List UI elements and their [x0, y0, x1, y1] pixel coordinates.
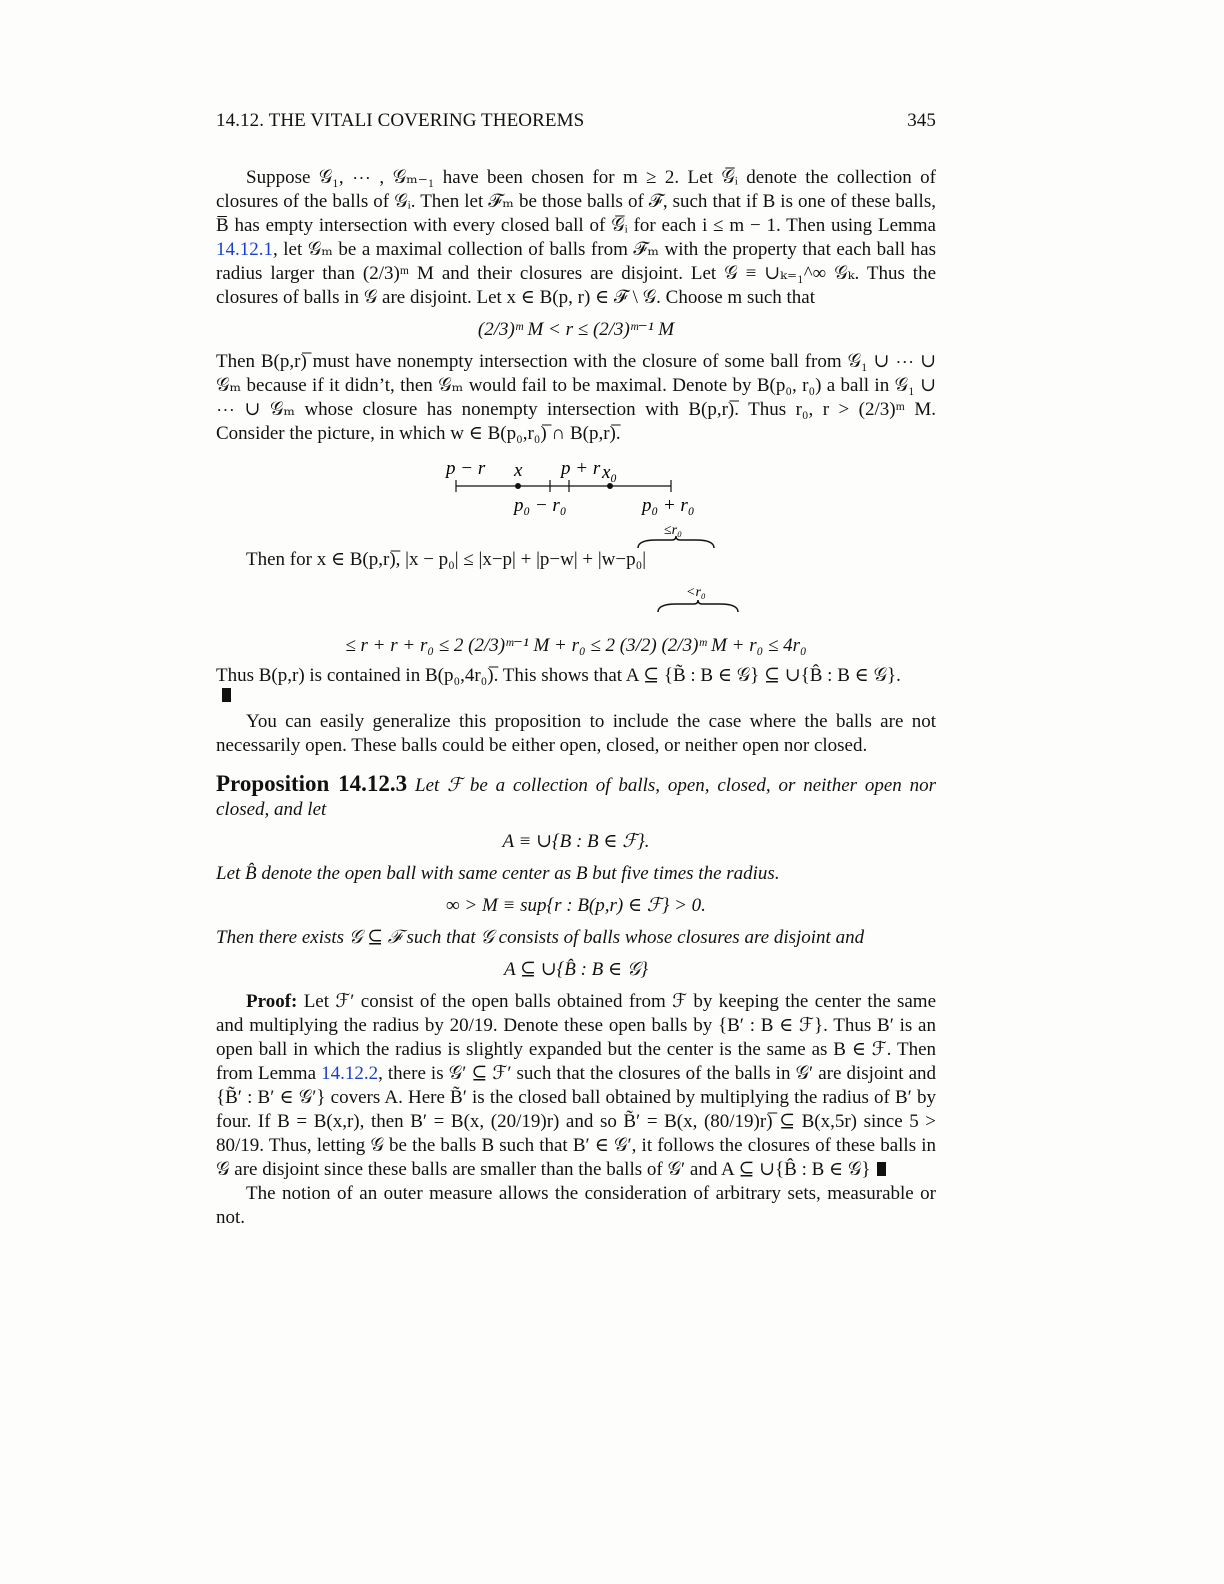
- label-x0: x₀: [602, 462, 618, 483]
- paragraph-1: Suppose 𝒢₁, ⋯ , 𝒢ₘ₋₁ have been chosen for m ≥ 2. Let 𝒢̅ᵢ denote the collection of closures of the balls of 𝒢ᵢ. Then let ℱₘ be those balls of ℱ, such that if B is one of these balls, B̅ has empty intersection with every closed ball of 𝒢̅ᵢ for each i ≤ m − 1. Then using Lemma 14.12.1, let 𝒢ₘ be a maximal collection of balls from ℱₘ with the property that each ball has radius larger than (2/3)ᵐ M and their closures are disjoint. Let 𝒢 ≡ ∪ₖ₌₁^∞ 𝒢ₖ. Thus the closures of balls in 𝒢 are disjoint. Let x ∈ B(p, r) ∈ ℱ \ 𝒢. Choose m such that: [216, 167, 936, 308]
- paragraph-3: Thus B(p,r) is contained in B(p₀,4r₀)̅. This shows that A ⊆ {B̃ : B ∈ 𝒢} ⊆ ∪{B̂ : B ∈ 𝒢}.: [216, 665, 901, 686]
- proposition-text-1: Let ℱ be a collection of balls, open, closed, or neither open nor closed, and let: [216, 775, 937, 820]
- brace-1: [636, 522, 716, 550]
- label-p0-plus-r0: p₀ + r₀: [642, 495, 695, 516]
- page: [216, 110, 936, 1230]
- inequality-line: ≤ r + r + r₀ ≤ 2 (2/3)ᵐ⁻¹ M + r₀ ≤ 2 (3/2) (2/3)ᵐ M + r₀ ≤ 4r₀: [345, 635, 807, 656]
- brace-2-label: <r₀: [686, 585, 706, 600]
- inequality-block: [216, 584, 936, 664]
- proof-label: Proof:: [246, 991, 298, 1012]
- running-header: [216, 110, 936, 132]
- label-p-plus-r: p + r: [561, 458, 601, 479]
- equation-1: (2/3)ᵐ M < r ≤ (2/3)ᵐ⁻¹ M: [477, 319, 675, 340]
- lemma-link-14-12-2[interactable]: 14.12.2: [321, 1063, 379, 1084]
- qed-row-1: [216, 688, 936, 710]
- brace-2: [656, 584, 740, 614]
- section-title: 14.12. THE VITALI COVERING THEOREMS: [216, 110, 585, 131]
- paragraph-2: Then B(p,r)̅ must have nonempty intersection with the closure of some ball from 𝒢₁ ∪ ⋯ ∪ 𝒢ₘ because if it didn’t, then 𝒢ₘ would fail to be maximal. Denote by B(p₀, r₀) a ball in 𝒢₁ ∪ ⋯ ∪ 𝒢ₘ whose closure has nonempty intersection with B(p,r)̅. Thus r₀, r > (2/3)ᵐ M. Consider the picture, in which w ∈ B(p₀,r₀)̅ ∩ B(p,r)̅.: [216, 351, 936, 444]
- proposition: [216, 772, 936, 822]
- proposition-equation-3: A ⊆ ∪{B̂ : B ∈ 𝒢}: [504, 959, 648, 980]
- lemma-link-14-12-1[interactable]: 14.12.1: [216, 239, 273, 260]
- qed-symbol-1: [222, 688, 231, 702]
- label-x: x: [514, 460, 523, 481]
- proposition-equation-2: ∞ > M ≡ sup{r : B(p,r) ∈ ℱ} > 0.: [446, 895, 706, 916]
- proof-paragraph: Proof: Let ℱ′ consist of the open balls obtained from ℱ by keeping the center the same and multiplying the radius by 20/19. Denote these open balls by {B′ : B ∈ ℱ}. Thus B′ is an open ball in which the radius is slightly expanded but the center is the same as B ∈ ℱ. Then from Lemma 14.12.2, there is 𝒢′ ⊆ ℱ′ such that the closures of the balls in 𝒢′ are disjoint and {B̃′ : B′ ∈ 𝒢′} covers A. Here B̃′ is the closed ball obtained by multiplying the radius of B′ by four. If B = B(x,r), then B′ = B(x, (20/19)r) and so B̃′ = B(x, (80/19)r)̅ ⊆ B(x,5r) since 5 > 80/19. Thus, letting 𝒢 be the balls B such that B′ ∈ 𝒢′, it follows the closures of these balls in 𝒢 are disjoint since these balls are smaller than the balls of 𝒢′ and A ⊆ ∪{B̂ : B ∈ 𝒢}: [216, 991, 937, 1180]
- proposition-title: Proposition 14.12.3: [216, 771, 408, 796]
- proposition-equation-1: A ≡ ∪{B : B ∈ ℱ}.: [502, 831, 650, 852]
- paragraph-4: You can easily generalize this proposition to include the case where the balls are not necessarily open. These balls could be either open, closed, or neither open nor closed.: [216, 711, 936, 756]
- then-line-block: [216, 522, 936, 574]
- paragraph-5: The notion of an outer measure allows the consideration of arbitrary sets, measurable or not.: [216, 1183, 936, 1228]
- page-number: 345: [907, 110, 936, 131]
- label-p0-minus-r0: p₀ − r₀: [514, 495, 567, 516]
- brace-1-label: ≤r₀: [664, 523, 682, 538]
- point-x: [515, 483, 521, 489]
- qed-symbol-2: [877, 1162, 886, 1176]
- then-for-line: Then for x ∈ B(p,r)̅, |x − p₀| ≤ |x−p| + |p−w| + |w−p₀|: [246, 549, 647, 570]
- point-x0: [607, 483, 613, 489]
- proposition-text-3: Then there exists 𝒢 ⊆ ℱ such that 𝒢 consists of balls whose closures are disjoint and: [216, 927, 865, 948]
- number-line-diagram: [426, 456, 726, 518]
- proposition-text-2: Let B̂ denote the open ball with same center as B but five times the radius.: [216, 863, 780, 884]
- label-p-minus-r: p − r: [446, 458, 486, 479]
